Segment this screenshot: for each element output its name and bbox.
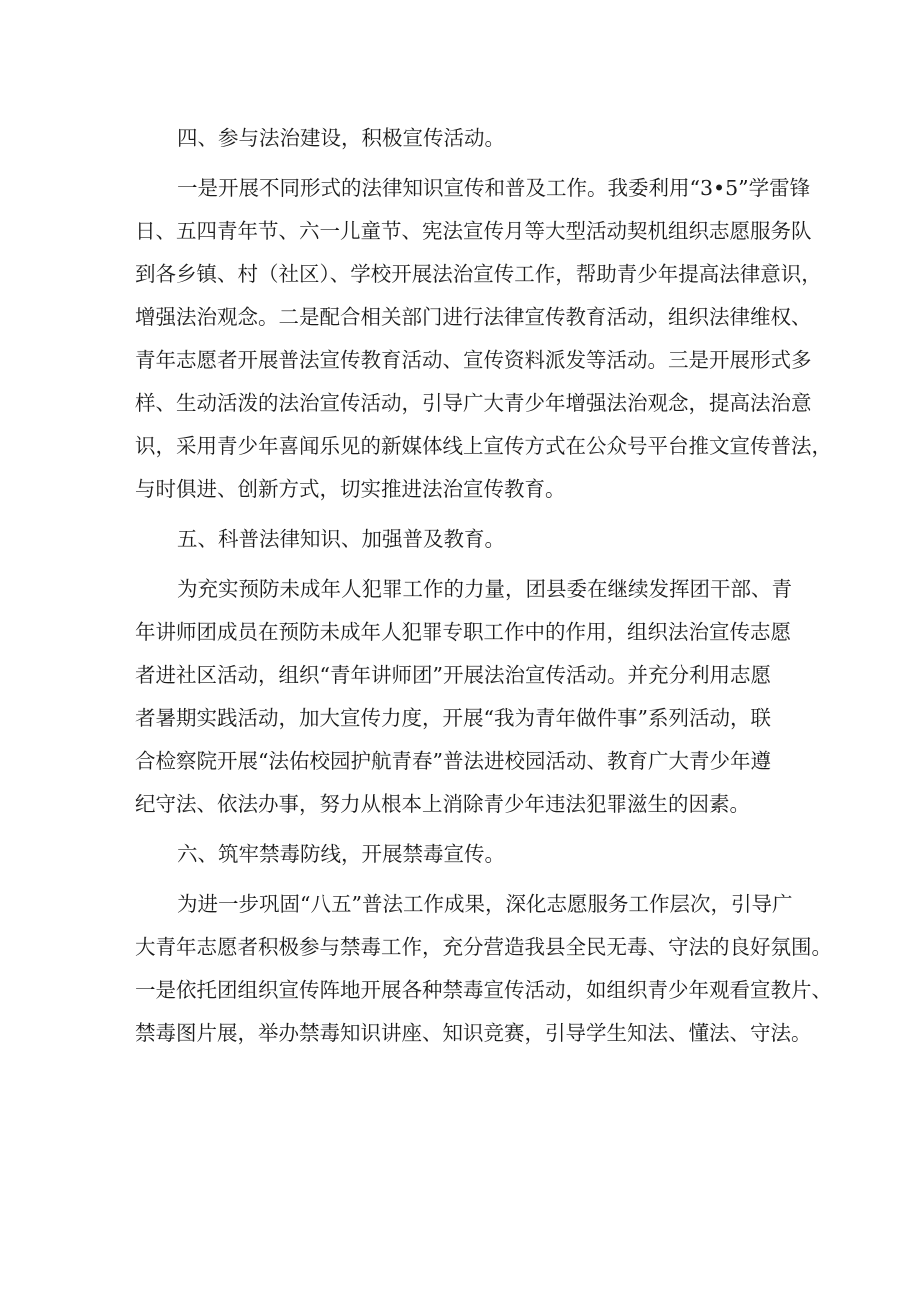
paragraph-line: 年讲师团成员在预防未成年人犯罪专职工作中的作用，组织法治宣传志愿 xyxy=(135,620,791,644)
paragraph-line: 为进一步巩固“八五”普法工作成果，深化志愿服务工作层次，引导广 xyxy=(177,892,793,916)
paragraph-line: 纪守法、依法办事，努力从根本上消除青少年违法犯罪滋生的因素。 xyxy=(135,792,750,816)
paragraph-line: 增强法治观念。二是配合相关部门进行法律宣传教育活动，组织法律维权、 xyxy=(135,305,812,329)
paragraph-line: 一是依托团组织宣传阵地开展各种禁毒宣传活动，如组织青少年观看宣教片、 xyxy=(135,978,832,1002)
paragraph-line: 与时俱进、创新方式，切实推进法治宣传教育。 xyxy=(135,477,566,501)
paragraph-line: 合检察院开展“法佑校园护航青春”普法进校园活动、教育广大青少年遵 xyxy=(135,749,771,773)
section-heading-5: 五、科普法律知识、加强普及教育。 xyxy=(177,527,505,551)
paragraph-line: 到各乡镇、村（社区）、学校开展法治宣传工作，帮助青少年提高法律意识， xyxy=(135,262,822,286)
paragraph-line: 者进社区活动，组织“青年讲师团”开展法治宣传活动。并充分利用志愿 xyxy=(135,663,771,687)
paragraph-line: 样、生动活泼的法治宣传活动，引导广大青少年增强法治观念，提高法治意 xyxy=(135,391,812,415)
paragraph-line: 为充实预防未成年人犯罪工作的力量，团县委在继续发挥团干部、青 xyxy=(177,577,792,601)
paragraph-line: 一是开展不同形式的法律知识宣传和普及工作。我委利用“3•5”学雷锋 xyxy=(177,176,811,200)
paragraph-line: 禁毒图片展，举办禁毒知识讲座、知识竞赛，引导学生知法、懂法、守法。 xyxy=(135,1021,812,1045)
paragraph-line: 大青年志愿者积极参与禁毒工作，充分营造我县全民无毒、守法的良好氛围。 xyxy=(135,935,832,959)
section-heading-6: 六、筑牢禁毒防线，开展禁毒宣传。 xyxy=(177,842,505,866)
section-heading-4: 四、参与法治建设，积极宣传活动。 xyxy=(177,126,505,150)
paragraph-line: 日、五四青年节、六一儿童节、宪法宣传月等大型活动契机组织志愿服务队 xyxy=(135,219,812,243)
paragraph-line: 者暑期实践活动，加大宣传力度，开展“我为青年做件事”系列活动，联 xyxy=(135,706,771,730)
paragraph-line: 识，采用青少年喜闻乐见的新媒体线上宣传方式在公众号平台推文宣传普法， xyxy=(135,434,832,458)
paragraph-line: 青年志愿者开展普法宣传教育活动、宣传资料派发等活动。三是开展形式多 xyxy=(135,348,812,372)
